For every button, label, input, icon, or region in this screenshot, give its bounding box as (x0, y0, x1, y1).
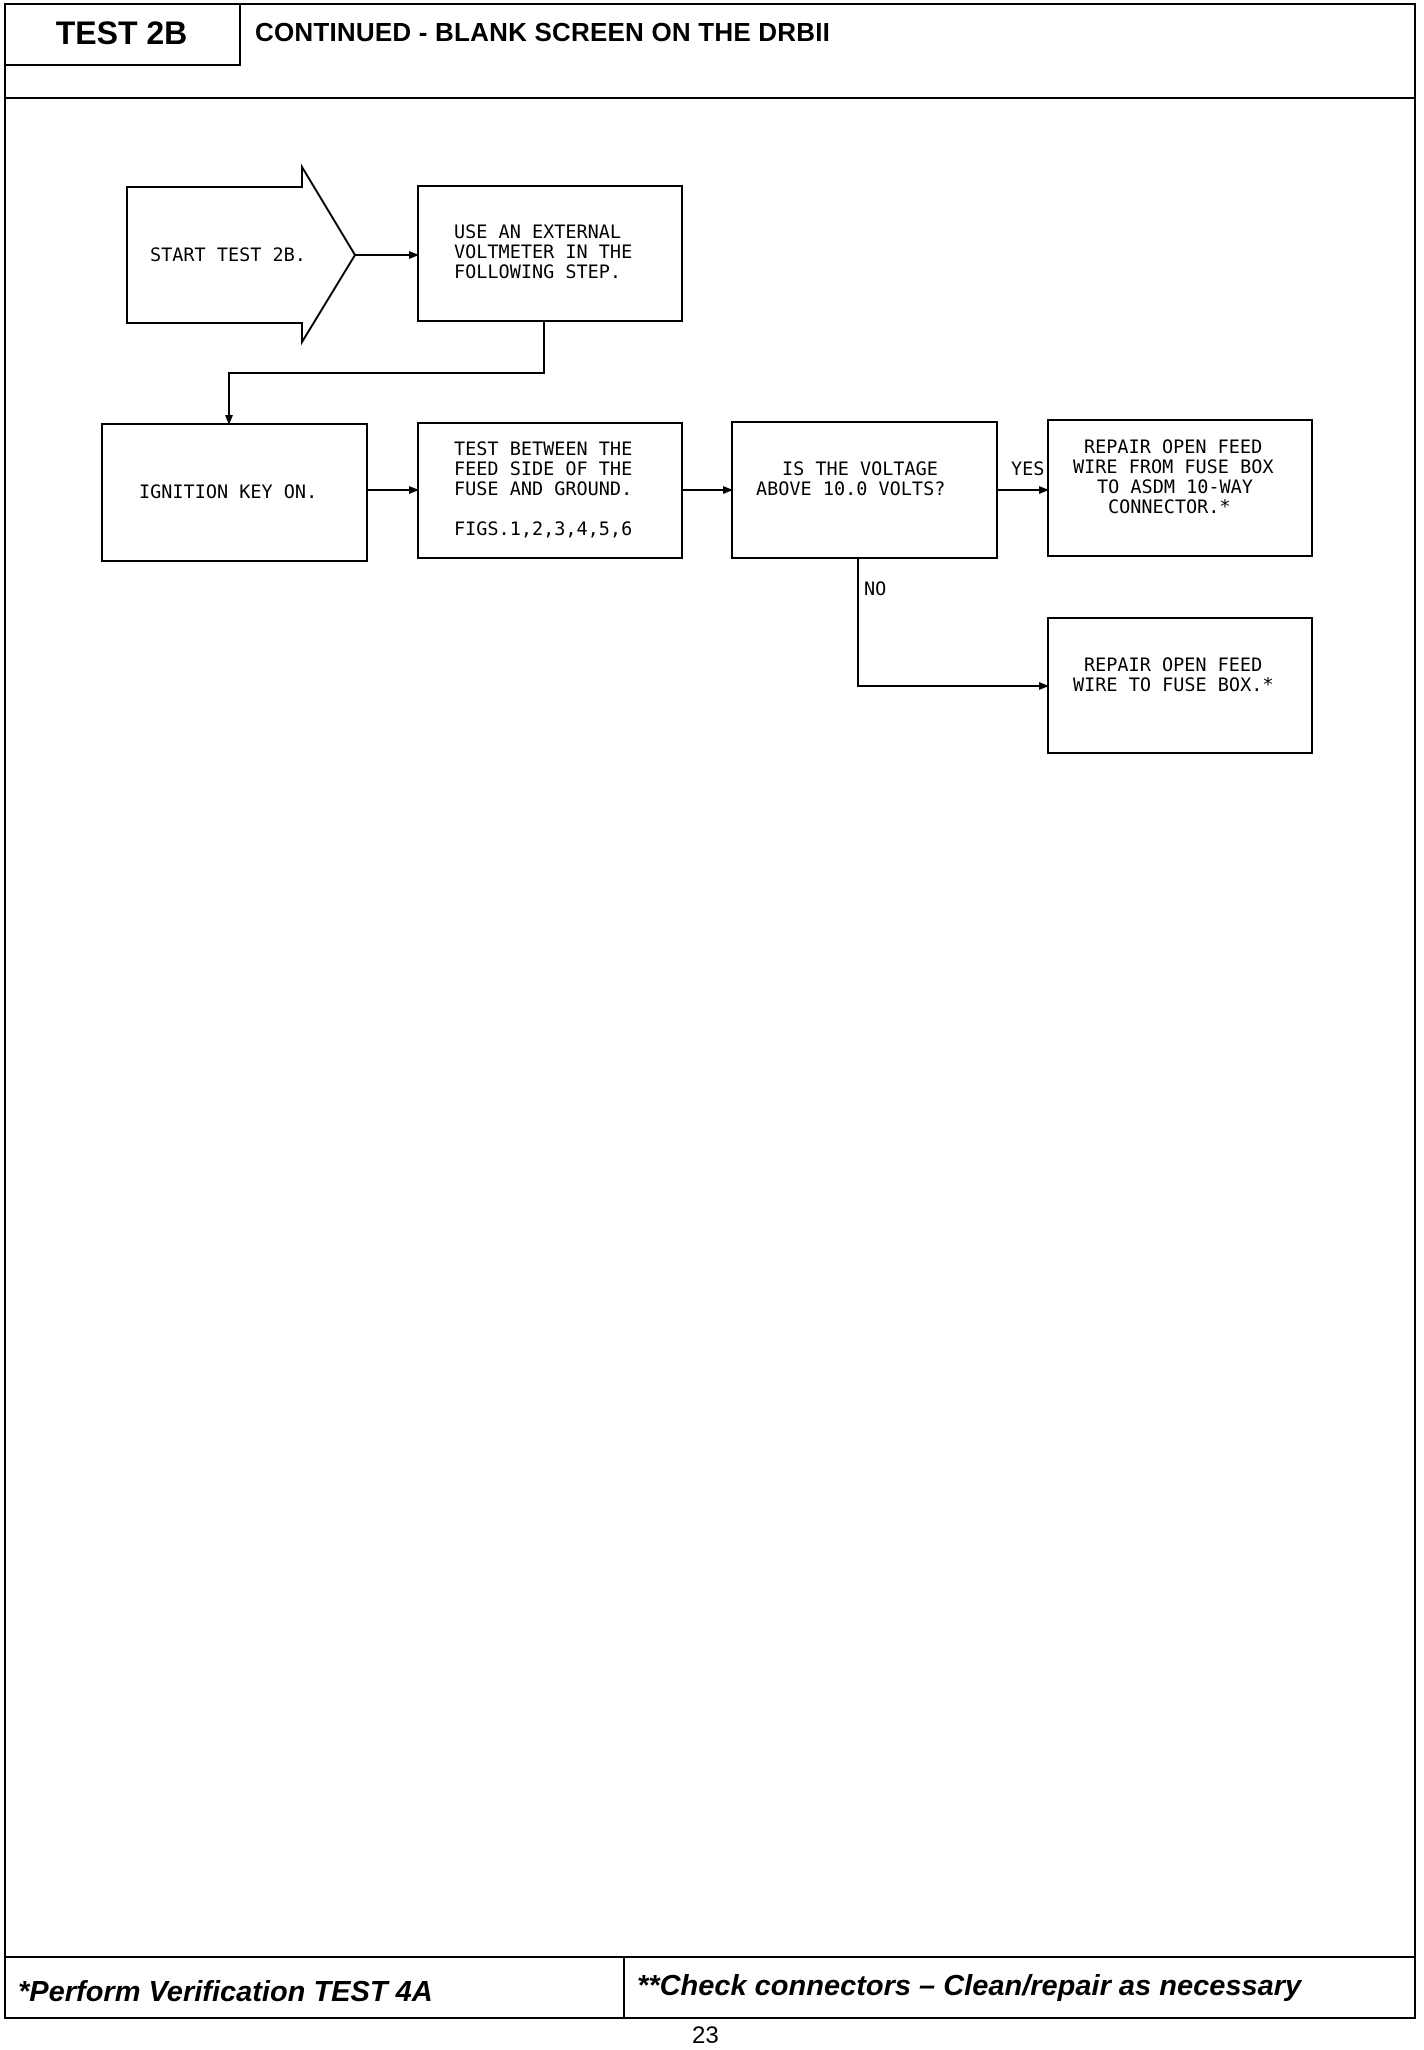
connectors-note: **Check connectors – Clean/repair as necessary (637, 1970, 1302, 2002)
no-label: NO (864, 579, 887, 600)
test-label: TEST 2B (4, 3, 241, 66)
repair-asdm-line-4: CONNECTOR.* (1108, 497, 1231, 518)
repair-asdm-box (1048, 420, 1312, 556)
yes-label: YES (1011, 459, 1045, 480)
figs-reference: FIGS.1,2,3,4,5,6 (454, 519, 633, 540)
voltmeter-line-3: FOLLOWING STEP. (454, 262, 622, 283)
repair-fuse-box (1048, 618, 1312, 753)
start-label: START TEST 2B. (150, 245, 306, 266)
test-between-line-3: FUSE AND GROUND. (454, 479, 633, 500)
repair-asdm-line-1: REPAIR OPEN FEED (1084, 437, 1263, 458)
footer-divider (623, 1957, 625, 2019)
page-number: 23 (692, 2022, 719, 2049)
start-arrow-node (127, 167, 355, 342)
repair-fuse-line-2: WIRE TO FUSE BOX.* (1073, 675, 1274, 696)
voltage-decision-box (732, 422, 997, 558)
ignition-step-box (102, 424, 367, 561)
repair-asdm-line-2: WIRE FROM FUSE BOX (1073, 457, 1274, 478)
voltmeter-step-box (418, 186, 682, 321)
page-title: CONTINUED - BLANK SCREEN ON THE DRBII (255, 17, 831, 47)
voltmeter-line-1: USE AN EXTERNAL (454, 222, 622, 243)
ignition-label: IGNITION KEY ON. (139, 482, 318, 503)
connector-voltmeter-to-ignition (229, 321, 544, 424)
test-between-line-1: TEST BETWEEN THE (454, 439, 633, 460)
repair-asdm-line-3: TO ASDM 10-WAY (1097, 477, 1253, 498)
voltmeter-line-2: VOLTMETER IN THE (454, 242, 633, 263)
connector-no (858, 558, 1048, 686)
decision-line-2: ABOVE 10.0 VOLTS? (756, 479, 946, 500)
repair-fuse-line-1: REPAIR OPEN FEED (1084, 655, 1263, 676)
verification-note: *Perform Verification TEST 4A (18, 1976, 433, 2008)
test-between-step-box (418, 423, 682, 558)
test-between-line-2: FEED SIDE OF THE (454, 459, 633, 480)
decision-line-1: IS THE VOLTAGE (782, 459, 938, 480)
